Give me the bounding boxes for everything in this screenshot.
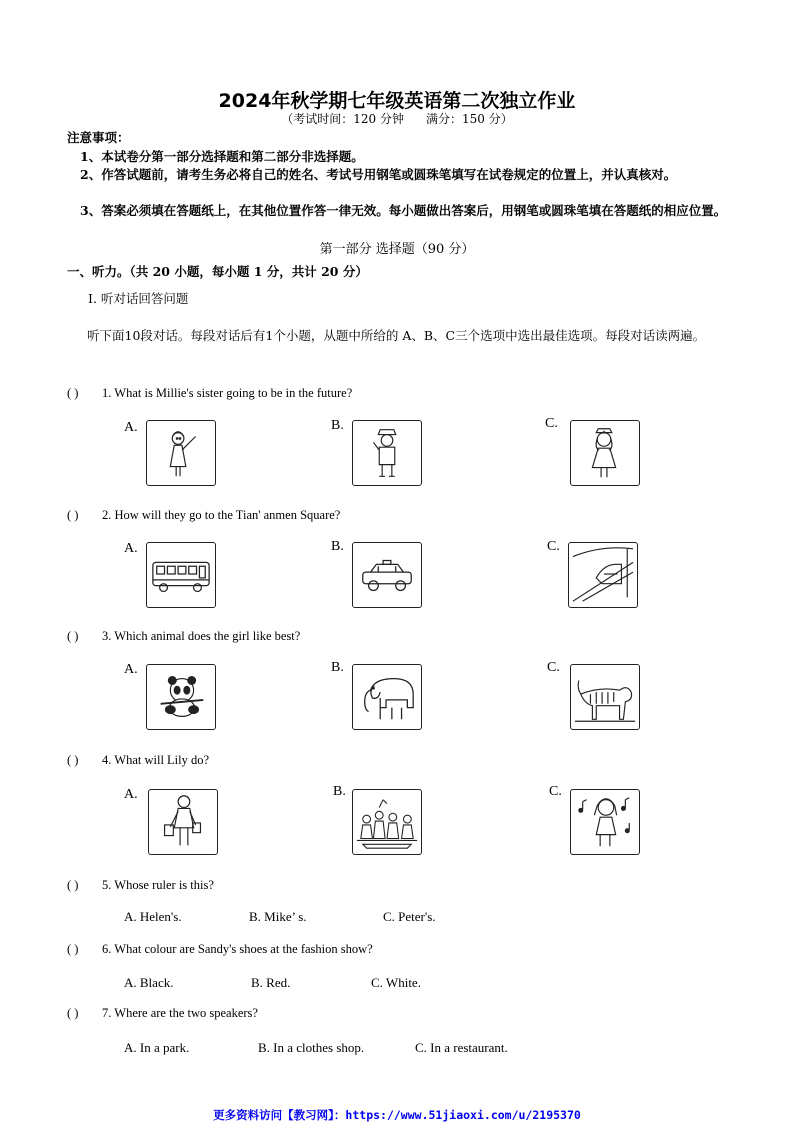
question-2 [67, 508, 340, 523]
exam-time: （考试时间：120 分钟 [281, 112, 404, 126]
bus-picture[interactable] [146, 542, 216, 608]
option-c[interactable]: C. Peter's. [383, 909, 436, 924]
option-b-label: B. [331, 660, 344, 675]
option-b[interactable]: B. In a clothes shop. [258, 1040, 365, 1055]
taxi-picture[interactable] [352, 542, 422, 608]
question-text: 2. How will they go to the Tian' anmen Square? [102, 508, 341, 522]
tiger-picture[interactable] [570, 664, 640, 730]
note-1: 1、本试卷分第一部分选择题和第二部分非选择题。 [80, 149, 364, 164]
option-a[interactable]: A. Helen's. [124, 909, 182, 924]
subway-picture[interactable] [568, 542, 638, 608]
policeman-picture[interactable] [352, 420, 422, 486]
option-a-label: A. [124, 787, 138, 802]
picnic-picture[interactable] [352, 789, 422, 855]
answer-blank[interactable]: ( ) [67, 753, 79, 767]
option-c-label: C. [549, 784, 562, 799]
answer-blank[interactable]: ( ) [67, 629, 79, 643]
option-a[interactable]: A. Black. [124, 975, 174, 990]
answer-blank[interactable]: ( ) [67, 878, 79, 892]
exam-score: 满分：150 分） [426, 112, 513, 126]
notes-label: 注意事项： [67, 130, 130, 145]
option-c-label: C. [547, 660, 560, 675]
option-a-label: A. [124, 541, 138, 556]
question-1 [67, 386, 352, 401]
option-b-label: B. [331, 418, 344, 433]
question-text: 7. Where are the two speakers? [102, 1006, 258, 1020]
teacher-picture[interactable] [146, 420, 216, 486]
question-3 [67, 629, 300, 644]
option-b[interactable]: B. Mike’ s. [249, 909, 307, 924]
note-2: 2、作答试题前，请考生务必将自己的姓名、考试号用钢笔或圆珠笔填写在试卷规定的位置上，并认真核对。 [80, 167, 677, 182]
answer-blank[interactable]: ( ) [67, 386, 79, 400]
question-text: 4. What will Lily do? [102, 753, 210, 767]
answer-blank[interactable]: ( ) [67, 1006, 79, 1020]
nurse-picture[interactable] [570, 420, 640, 486]
option-a[interactable]: A. In a park. [124, 1040, 190, 1055]
question-text: 3. Which animal does the girl like best? [102, 629, 301, 643]
question-5 [67, 878, 214, 893]
option-c[interactable]: C. In a restaurant. [415, 1040, 508, 1055]
option-c[interactable]: C. White. [371, 975, 421, 990]
section-instruction: 听下面10段对话。每段对话后有1个小题，从题中所给的 A、B、C三个选项中选出最佳选项。每段对话读两遍。 [87, 328, 706, 343]
option-a-label: A. [124, 420, 138, 435]
exam-subtitle [0, 110, 794, 127]
part-title: 第一部分 选择题（90 分） [319, 242, 475, 257]
singing-picture[interactable] [570, 789, 640, 855]
option-c-label: C. [545, 416, 558, 431]
section-sub-label: Ⅰ. 听对话回答问题 [88, 291, 189, 306]
panda-picture[interactable] [146, 664, 216, 730]
elephant-picture[interactable] [352, 664, 422, 730]
option-a-label: A. [124, 662, 138, 677]
option-b-label: B. [333, 784, 346, 799]
shopping-picture[interactable] [148, 789, 218, 855]
question-6 [67, 942, 373, 957]
question-7 [67, 1006, 258, 1021]
question-4 [67, 753, 209, 768]
answer-blank[interactable]: ( ) [67, 942, 79, 956]
option-b-label: B. [331, 539, 344, 554]
question-text: 6. What colour are Sandy's shoes at the fashion show? [102, 942, 373, 956]
option-b[interactable]: B. Red. [251, 975, 291, 990]
answer-blank[interactable]: ( ) [67, 508, 79, 522]
option-c-label: C. [547, 539, 560, 554]
footer-link[interactable]: 更多资料访问【教习网】：https://www.51jiaoxi.com/u/2195370 [213, 1108, 581, 1122]
question-text: 1. What is Millie's sister going to be in the future? [102, 386, 353, 400]
question-text: 5. Whose ruler is this? [102, 878, 214, 892]
section-title: 一、听力。（共 20 小题，每小题 1 分，共计 20 分） [67, 264, 368, 279]
note-3: 3、答案必须填在答题纸上，在其他位置作答一律无效。每小题做出答案后，用钢笔或圆珠笔填在答题纸的相应位置。 [80, 203, 727, 218]
exam-title: 2024年秋学期七年级英语第二次独立作业 [218, 90, 576, 112]
